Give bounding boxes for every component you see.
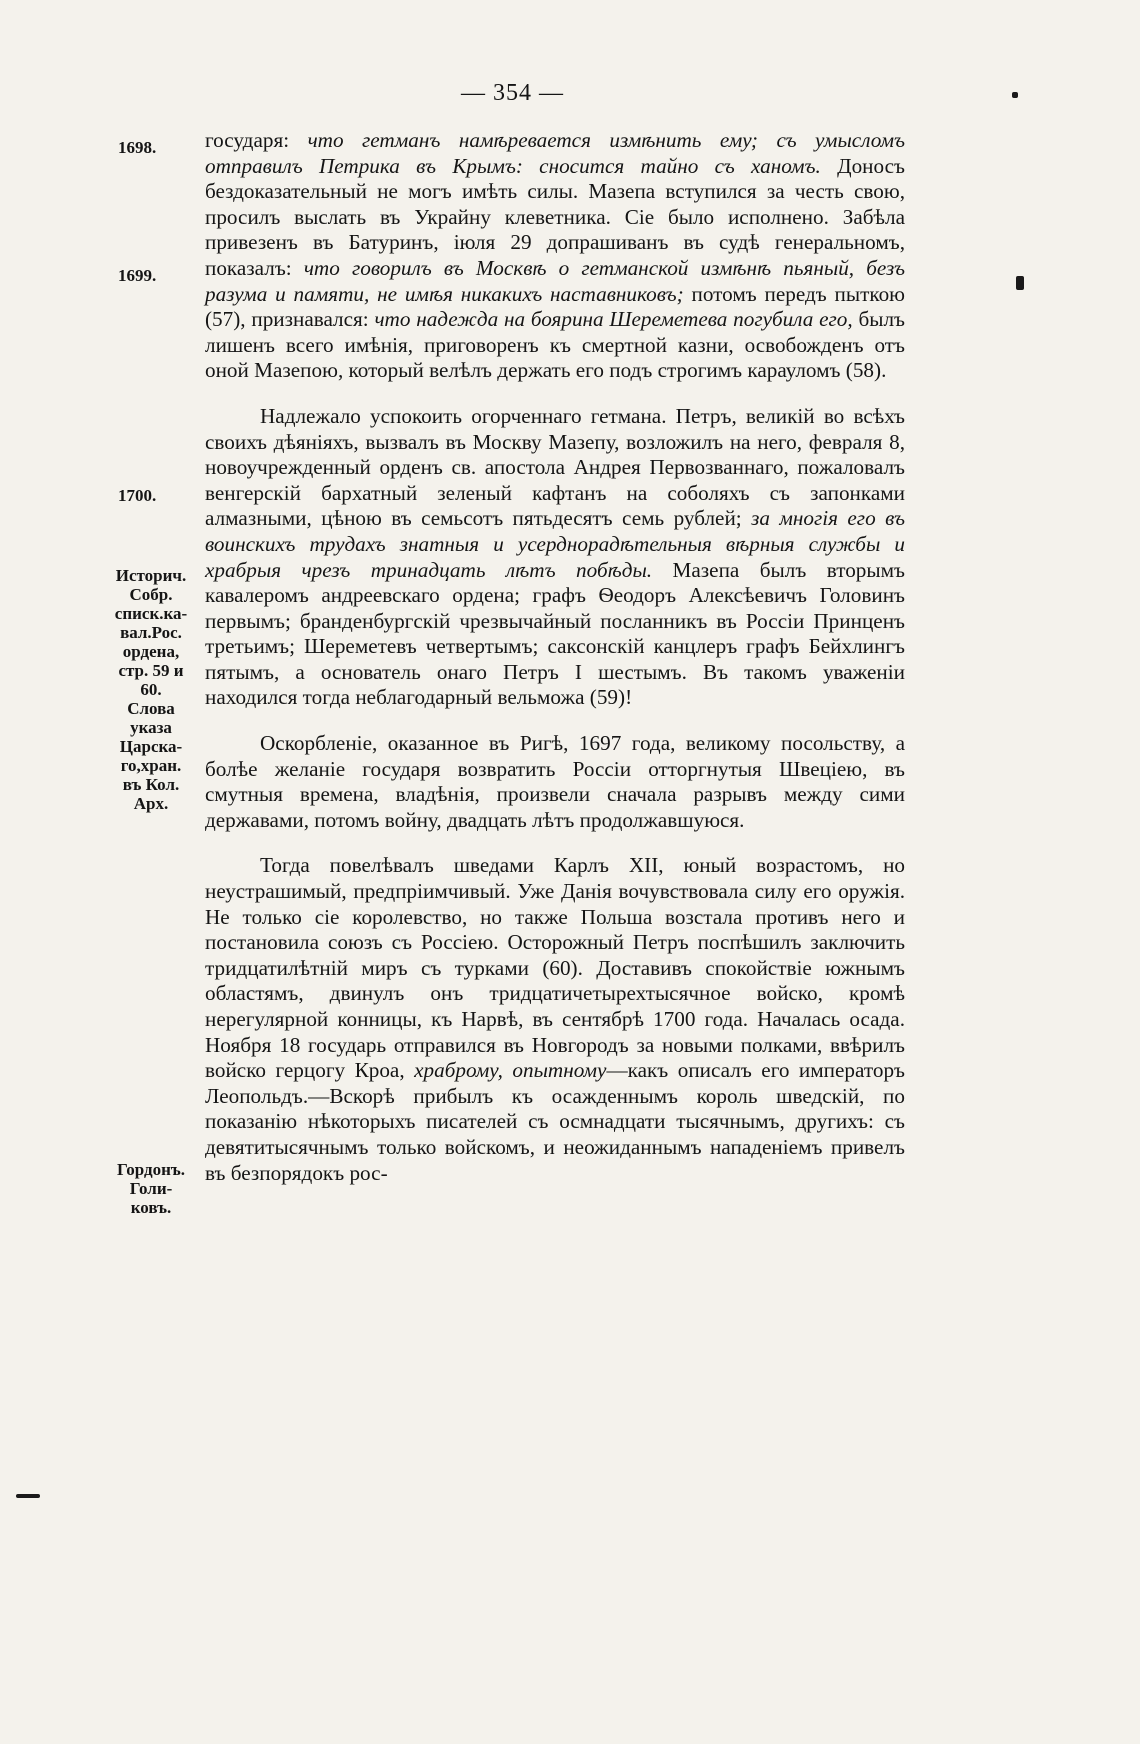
text-segment: былъ лишенъ всего имѣнія, приговоренъ къ смертной казни, освобожденъ отъ оной Мазепою, который велѣлъ держать его подъ строгимъ карауломъ (58). <box>205 307 905 383</box>
text-segment-italic: храброму, опытному <box>414 1058 607 1083</box>
margin-note-source-orden: Историч. Собр. списк.ка- вал.Рос. ордена, стр. 59 и 60. Слова указа Царска- го,хран. въ Кол. Арх. <box>114 566 188 813</box>
text-segment-italic: что надежда на боярина Шереметева погубила его, <box>374 307 853 332</box>
page-number: — 354 — <box>461 80 564 106</box>
scan-speck <box>16 1494 40 1498</box>
text-segment: Надлежало успокоить огорченнаго гетмана. Петръ, великій во всѣхъ своихъ дѣяніяхъ, вызвалъ въ Москву Мазепу, возложилъ на него, февраля 8, новоучрежденный орденъ св. апостола Андрея Первозваннаго, пожаловалъ венгерскій бархатный зеленый кафтанъ на соболяхъ съ запонками алмазными, цѣною въ семьсотъ пятьдесятъ семь рублей; <box>205 403 905 531</box>
text-segment: Тогда повелѣвалъ шведами Карлъ XII, юный возрастомъ, но неустрашимый, предпріимчивый. Уже Данія вочувствовала силу его оружія. Не только сіе королевство, но также Польша возстала противъ него и постановила союзъ съ Россіею. Осторожный Петръ поспѣшилъ заключить тридцатилѣтній миръ съ турками (60). Доставивъ спокойствіе южнымъ областямъ, двинулъ онъ тридцатичетырехтысячное войско, кромѣ нерегулярной конницы, къ Нарвѣ, въ сентябрѣ 1700 года. Началась осада. Ноября 18 государь отправился въ Новгородъ за новыми полками, ввѣрилъ войско герцогу Кроа, <box>205 853 905 1083</box>
text-segment-italic: что гетманъ намѣревается измѣнить ему; съ умысломъ отправилъ Петрика въ Крымъ: сносится тайно съ ханомъ. <box>205 128 905 178</box>
body-text <box>205 128 905 1186</box>
paragraph <box>205 731 905 833</box>
scan-speck <box>1016 276 1024 290</box>
paragraph <box>205 404 905 711</box>
page-number-value: 354 <box>493 80 532 106</box>
scan-speck <box>1012 92 1018 98</box>
margin-year-1698: 1698. <box>118 138 157 157</box>
margin-year-1699: 1699. <box>118 266 157 285</box>
text-segment: Доносъ бездоказательный не могъ имѣть силы. Мазепа вступился за честь свою, просилъ выслать въ Украйну клеветника. Сіе было исполнено. Забѣла привезенъ въ Батуринъ, іюля 29 допрашиванъ въ судѣ генеральномъ, показалъ: <box>205 153 905 280</box>
text-segment: потомъ передъ пыткою (57), признавался: <box>205 281 906 332</box>
margin-note-source-gordon: Гордонъ. Голи- ковъ. <box>116 1160 186 1217</box>
paragraph <box>205 128 905 384</box>
text-segment: государя: <box>205 128 308 152</box>
text-segment: Мазепа былъ вторымъ кавалеромъ андреевскаго ордена; графъ Ѳеодоръ Алексѣевичъ Головинъ первымъ; бранденбургскій чрезвычайный посланникъ въ Россіи Принценъ третьимъ; Шереметевъ четвертымъ; саксонскій канцлеръ графъ Бейхлингъ пятымъ, а основатель онаго Петръ I шестымъ. Въ такомъ уваженіи находился тогда неблагодарный вельможа (59)! <box>205 557 905 710</box>
text-segment: —какъ описалъ его императоръ Леопольдъ.—Вскорѣ прибылъ къ осажденнымъ король шведскій, по показанію нѣкоторыхъ писателей съ осмнадцати тысячнымъ, другихъ: съ девятитысячнымъ только войскомъ, и неожиданнымъ нападеніемъ привелъ въ безпорядокъ рос- <box>205 1058 905 1185</box>
paragraph <box>205 853 905 1186</box>
margin-year-1700: 1700. <box>118 486 157 505</box>
text-segment: Оскорбленіе, оказанное въ Ригѣ, 1697 года, великому посольству, а болѣе желаніе государя возвратить Россіи отторгнутыя Швеціею, въ смутныя времена, владѣнія, произвели сначала разрывъ между сими державами, потомъ войну, двадцать лѣтъ продолжавшуюся. <box>205 731 905 832</box>
text-segment-italic: что говорилъ въ Москвѣ о гетманской измѣнѣ пьяный, безъ разума и памяти, не имѣя никакихъ наставниковъ; <box>205 255 906 306</box>
text-segment-italic: за многія его въ воинскихъ трудахъ знатныя и усерднорадѣтельныя вѣрныя службы и храбрыя чрезъ тринадцать лѣтъ побѣды. <box>205 506 905 582</box>
